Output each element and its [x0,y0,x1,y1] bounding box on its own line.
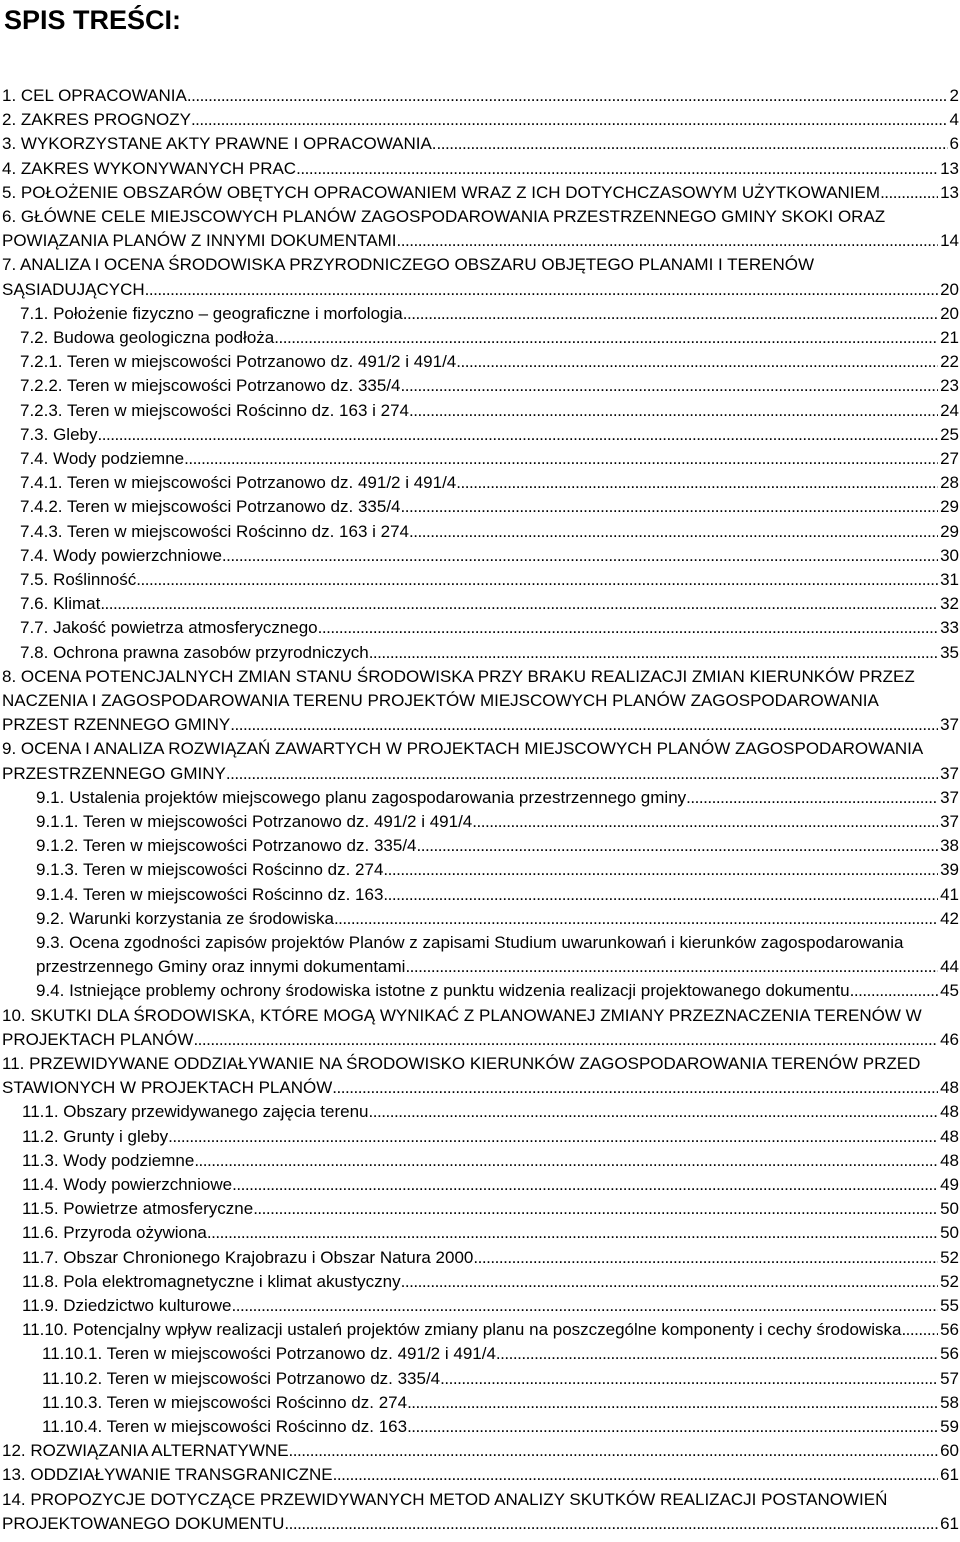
toc-page-number: 37 [940,812,959,831]
toc-entry[interactable] [0,1270,960,1294]
toc-entry[interactable] [0,132,960,156]
dot-leader [397,229,939,253]
toc-entry[interactable] [0,423,960,447]
dot-leader [296,157,938,181]
dot-leader [456,350,938,374]
dot-leader [496,1342,938,1366]
dot-leader [850,979,938,1003]
toc-entry[interactable] [0,544,960,568]
toc-page-number: 56 [940,1344,959,1364]
toc-page-number: 46 [940,1029,959,1049]
toc-entry-text: 1. CEL OPRACOWANIA [2,86,187,105]
toc-entry-text: 9.1. Ustalenia projektów miejscowego planu zagospodarowania przestrzennego gminy [36,787,687,807]
toc-entry-text: NACZENIA I ZAGOSPODAROWANIA TERENU PROJEKTÓW MIEJSCOWYCH PLANÓW ZAGOSPODAROWANIA [2,690,879,710]
toc-page-number: 4 [949,110,959,130]
toc-entry[interactable] [0,883,960,907]
toc-entry-text: 11.4. Wody powierzchniowe [22,1175,233,1194]
toc-page-number: 56 [940,1320,959,1340]
toc-page-number: 27 [940,449,959,468]
toc-entry-text: 7.2.3. Teren w miejscowości Rościnno dz. 163 i 274 [20,400,409,420]
toc-entry[interactable] [0,1197,960,1221]
toc-entry-text: 9.2. Warunki korzystania ze środowiska [36,908,334,928]
dot-leader [334,907,938,931]
toc-entry-text: 11.5. Powietrze atmosferyczne [22,1199,254,1219]
toc-entry-text: 11.6. Przyroda ożywiona [22,1223,207,1243]
toc-entry[interactable] [0,1439,960,1463]
toc-entry-text: 7.5. Roślinność [20,570,137,589]
toc-page-number: 21 [940,328,959,347]
toc-page-number: 2 [949,86,959,105]
toc-page-number: 23 [940,376,959,396]
toc-entry[interactable] [0,1463,960,1487]
dot-leader [880,181,938,205]
dot-leader [405,955,938,979]
page-title: SPIS TREŚCI: [4,5,182,35]
toc-page-number: 32 [940,594,959,614]
toc-entry-text: 11.10.3. Teren w miejscowości Rościnno dz. 274 [42,1392,408,1412]
toc-entry-text: PROJEKTOWANEGO DOKUMENTU [2,1513,285,1533]
toc-entry[interactable] [0,568,960,592]
toc-entry-text: 11. PRZEWIDYWANE ODDZIAŁYWANIE NA ŚRODOWISKO KIERUNKÓW ZAGOSPODAROWANIA TERENÓW PRZED [2,1054,921,1073]
toc-entry-text: PRZESTRZENNEGO GMINY [2,763,226,783]
dot-leader [191,108,948,132]
toc-entry[interactable] [0,1052,960,1100]
dot-leader [401,374,939,398]
toc-page-number: 52 [940,1271,959,1291]
toc-entry[interactable] [0,907,960,931]
toc-entry[interactable] [0,1125,960,1149]
toc-entry[interactable] [0,302,960,326]
toc-entry[interactable] [0,858,960,882]
toc-entry-text: 11.10.2. Teren w miejscowości Potrzanowo dz. 335/4 [42,1368,441,1388]
toc-entry[interactable] [0,1221,960,1245]
dot-leader [222,544,938,568]
dot-leader [409,520,938,544]
toc-page-number: 33 [940,618,959,638]
dot-leader [333,1463,938,1487]
toc-entry-text: 9.1.1. Teren w miejscowości Potrzanowo dz. 491/2 i 491/4 [36,812,473,831]
toc-page-number: 61 [940,1513,959,1533]
toc-page-number: 24 [940,400,959,420]
toc-entry[interactable] [0,1415,960,1439]
toc-entry[interactable] [0,592,960,616]
toc-entry-text: 9.4. Istniejące problemy ochrony środowiska istotne z punktu widzenia realizacji projektowanego dokumentu [36,981,850,1001]
toc-entry[interactable] [0,979,960,1003]
dot-leader [231,1294,938,1318]
toc-entry[interactable] [0,471,960,495]
toc-page-number: 35 [940,642,959,662]
toc-entry[interactable] [0,399,960,423]
dot-leader [168,1125,938,1149]
toc-page-number: 29 [940,521,959,541]
dot-leader [318,616,938,640]
toc-entry[interactable] [0,931,960,979]
toc-page-number: 52 [940,1247,959,1267]
toc-page-number: 60 [940,1441,959,1461]
toc-entry[interactable] [0,205,960,253]
toc-page-number: 59 [940,1417,959,1436]
toc-page-number: 61 [940,1465,959,1485]
toc-entry-text: STAWIONYCH W PROJEKTACH PLANÓW [2,1078,333,1098]
dot-leader [473,1246,938,1270]
toc-entry[interactable] [0,253,960,301]
toc-page-number: 50 [940,1199,959,1219]
dot-leader [407,1391,938,1415]
dot-leader [98,423,939,447]
dot-leader [145,278,938,302]
dot-leader [226,762,938,786]
toc-entry-text: 7.2.1. Teren w miejscowości Potrzanowo dz. 491/2 i 491/4 [20,352,457,372]
toc-entry[interactable] [0,1246,960,1270]
toc-entry-text: PROJEKTACH PLANÓW [2,1029,194,1049]
dot-leader [194,1149,938,1173]
toc-entry[interactable] [0,1173,960,1197]
dot-leader [401,495,939,519]
toc-page-number: 48 [940,1078,959,1098]
toc-entry-text: 7.4.1. Teren w miejscowości Potrzanowo dz. 491/2 i 491/4 [20,473,457,493]
dot-leader [332,1076,938,1100]
toc-entry[interactable] [0,1342,960,1366]
toc-entry[interactable] [0,1294,960,1318]
toc-entry-text: 11.10.4. Teren w miejscowości Rościnno dz. 163 [42,1417,408,1436]
dot-leader [901,1318,938,1342]
toc-entry-text: 11.9. Dziedzictwo kulturowe [22,1296,232,1315]
dot-leader [407,1415,938,1439]
dot-leader [289,1439,939,1463]
toc-entry-text: 4. ZAKRES WYKONYWANYCH PRAC [2,158,297,178]
toc-entry[interactable] [0,810,960,834]
dot-leader [440,1367,938,1391]
toc-entry-text: 11.3. Wody podziemne [22,1150,195,1170]
toc-entry-text: przestrzennego Gminy oraz innymi dokumentami [36,957,406,977]
toc-page-number: 48 [940,1126,959,1146]
dot-leader [369,641,938,665]
toc-page-number: 49 [940,1175,959,1194]
toc-entry-text: 7.7. Jakość powietrza atmosferycznego [20,618,318,638]
toc-entry-text: PRZEST RZENNEGO GMINY [2,715,231,735]
toc-entry-text: 11.8. Pola elektromagnetyczne i klimat akustyczny [22,1271,401,1291]
dot-leader [383,883,938,907]
toc-entry-text: 11.10.1. Teren w miejscowości Potrzanowo dz. 491/2 i 491/4 [42,1344,496,1364]
toc-entry[interactable] [0,520,960,544]
toc-entry-text: 9.3. Ocena zgodności zapisów projektów Planów z zapisami Studium uwarunkowań i kierunków zagospodarowania [36,933,904,952]
toc-page-number: 37 [940,787,959,807]
toc-entry-text: 12. ROZWIĄZANIA ALTERNATYWNE [2,1441,289,1461]
toc-entry-text: 11.2. Grunty i gleby [22,1126,169,1146]
dot-leader [207,1221,938,1245]
dot-leader [409,399,938,423]
toc-entry-text: 7.2.2. Teren w miejscowości Potrzanowo dz. 335/4 [20,376,401,396]
dot-leader [403,302,938,326]
dot-leader [368,1100,938,1124]
toc-entry-text: SĄSIADUJĄCYCH [2,279,145,299]
toc-entry-text: 8. OCENA POTENCJALNYCH ZMIAN STANU ŚRODOWISKA PRZY BRAKU REALIZACJI ZMIAN KIERUNKÓW PRZEZ [2,666,915,686]
toc-page-number: 39 [940,860,959,880]
dot-leader [193,1028,938,1052]
toc-page-number: 37 [940,763,959,783]
toc-entry-text: 7.2. Budowa geologiczna podłoża [20,328,275,347]
toc-page-number: 22 [940,352,959,372]
toc-page-number: 44 [940,957,959,977]
dot-leader [230,713,938,737]
toc-page-number: 41 [940,884,959,904]
toc-page-number: 57 [940,1368,959,1388]
toc-page-number: 20 [940,303,959,323]
toc-entry[interactable] [0,665,960,738]
toc-entry-text: 9.1.3. Teren w miejscowości Rościnno dz. 274 [36,860,384,880]
toc-entry[interactable] [0,1100,960,1124]
toc-entry-text: 11.1. Obszary przewidywanego zajęcia terenu [22,1102,369,1122]
toc-entry[interactable] [0,1367,960,1391]
toc-entry-text: 7.4.3. Teren w miejscowości Rościnno dz. 163 i 274 [20,521,409,541]
toc-entry[interactable] [0,350,960,374]
toc-entry-text: 7.1. Położenie fizyczno – geograficzne i morfologia [20,303,403,323]
toc-entry[interactable] [0,181,960,205]
toc-page-number: 45 [940,981,959,1001]
toc-entry-text: 7. ANALIZA I OCENA ŚRODOWISKA PRZYRODNICZEGO OBSZARU OBJĘTEGO PLANAMI I TERENÓW [2,255,815,275]
dot-leader [383,858,938,882]
toc-page-number: 13 [940,158,959,178]
toc-entry[interactable] [0,616,960,640]
dot-leader [686,786,938,810]
toc-entry-text: 7.3. Gleby [20,424,98,444]
toc-entry-text: 5. POŁOŻENIE OBSZARÓW OBĘTYCH OPRACOWANIEM WRAZ Z ICH DOTYCHCZASOWYM UŻYTKOWANIEM [2,182,881,202]
toc-entry[interactable] [0,326,960,350]
dot-leader [232,1173,938,1197]
toc-entry-text: 7.4.2. Teren w miejscowości Potrzanowo dz. 335/4 [20,497,401,517]
toc-entry-text: 13. ODDZIAŁYWANIE TRANSGRANICZNE [2,1465,333,1485]
toc-entry-text: 2. ZAKRES PROGNOZY [2,110,191,130]
toc-entry[interactable] [0,108,960,132]
dot-leader [274,326,938,350]
toc-entry[interactable] [0,374,960,398]
toc-entry[interactable] [0,641,960,665]
dot-leader [456,471,938,495]
dot-leader [437,132,948,156]
toc-entry-text: 11.7. Obszar Chronionego Krajobrazu i Obszar Natura 2000 [22,1247,474,1267]
toc-entry-text: 11.10. Potencjalny wpływ realizacji ustaleń projektów zmiany planu na poszczególne komponenty i cechy środowiska [22,1320,902,1340]
toc-entry[interactable] [0,84,960,108]
dot-leader [136,568,938,592]
toc-page-number: 48 [940,1102,959,1122]
toc-entry-text: 14. PROPOZYCJE DOTYCZĄCE PRZEWIDYWANYCH METOD ANALIZY SKUTKÓW REALIZACJI POSTANOWIEŃ [2,1489,888,1509]
toc-entry-text: 3. WYKORZYSTANE AKTY PRAWNE I OPRACOWANIA. [2,134,437,154]
toc-entry-text: 9.1.2. Teren w miejscowości Potrzanowo dz. 335/4 [36,836,417,856]
toc-entry[interactable] [0,1391,960,1415]
toc-entry-text: POWIĄZANIA PLANÓW Z INNYMI DOKUMENTAMI [2,231,397,251]
dot-leader [284,1512,938,1536]
dot-leader [253,1197,938,1221]
toc-page-number: 6 [949,134,959,154]
toc-entry-text: 9. OCENA I ANALIZA ROZWIĄZAŃ ZAWARTYCH W PROJEKTACH MIEJSCOWYCH PLANÓW ZAGOSPODAROWANIA [2,739,924,759]
toc-page-number: 58 [940,1392,959,1412]
toc-page-number: 38 [940,836,959,856]
toc-page-number: 14 [940,231,959,251]
toc-entry-text: 7.4. Wody powierzchniowe [20,545,222,565]
dot-leader [401,1270,938,1294]
toc-entry[interactable] [0,1149,960,1173]
dot-leader [417,834,939,858]
toc-entry[interactable] [0,737,960,785]
toc-entry[interactable] [0,157,960,181]
dot-leader [187,84,948,108]
toc-entry-text: 6. GŁÓWNE CELE MIEJSCOWYCH PLANÓW ZAGOSPODAROWANIA PRZESTRZENNEGO GMINY SKOKI ORAZ [2,207,886,226]
toc-page-number: 31 [940,570,959,589]
toc-page-number: 29 [940,497,959,517]
dot-leader [472,810,938,834]
toc-entry-text: 7.6. Klimat [20,594,101,614]
toc-entry[interactable] [0,1318,960,1342]
toc-entry[interactable] [0,447,960,471]
toc-page-number: 37 [940,715,959,735]
toc-entry-text: 9.1.4. Teren w miejscowości Rościnno dz. 163 [36,884,384,904]
dot-leader [184,447,938,471]
toc-entry[interactable] [0,495,960,519]
toc-page-number: 25 [940,424,959,444]
toc-page-number: 13 [940,182,959,202]
toc-entry-text: 10. SKUTKI DLA ŚRODOWISKA, KTÓRE MOGĄ WYNIKAĆ Z PLANOWANEJ ZMIANY PRZEZNACZENIA TERENÓW W [2,1005,922,1025]
dot-leader [100,592,938,616]
toc-page-number: 30 [940,545,959,565]
toc-page-number: 20 [940,279,959,299]
toc-page-number: 42 [940,908,959,928]
toc-entry[interactable] [0,1004,960,1052]
toc-entry-text: 7.4. Wody podziemne [20,449,185,468]
toc-page-number: 48 [940,1150,959,1170]
toc-entry[interactable] [0,786,960,810]
toc-entry[interactable] [0,834,960,858]
toc-page-number: 28 [940,473,959,493]
toc-entry-text: 7.8. Ochrona prawna zasobów przyrodniczych [20,642,369,662]
toc-page-number: 50 [940,1223,959,1243]
toc-page-number: 55 [940,1296,959,1315]
toc-entry[interactable] [0,1488,960,1536]
